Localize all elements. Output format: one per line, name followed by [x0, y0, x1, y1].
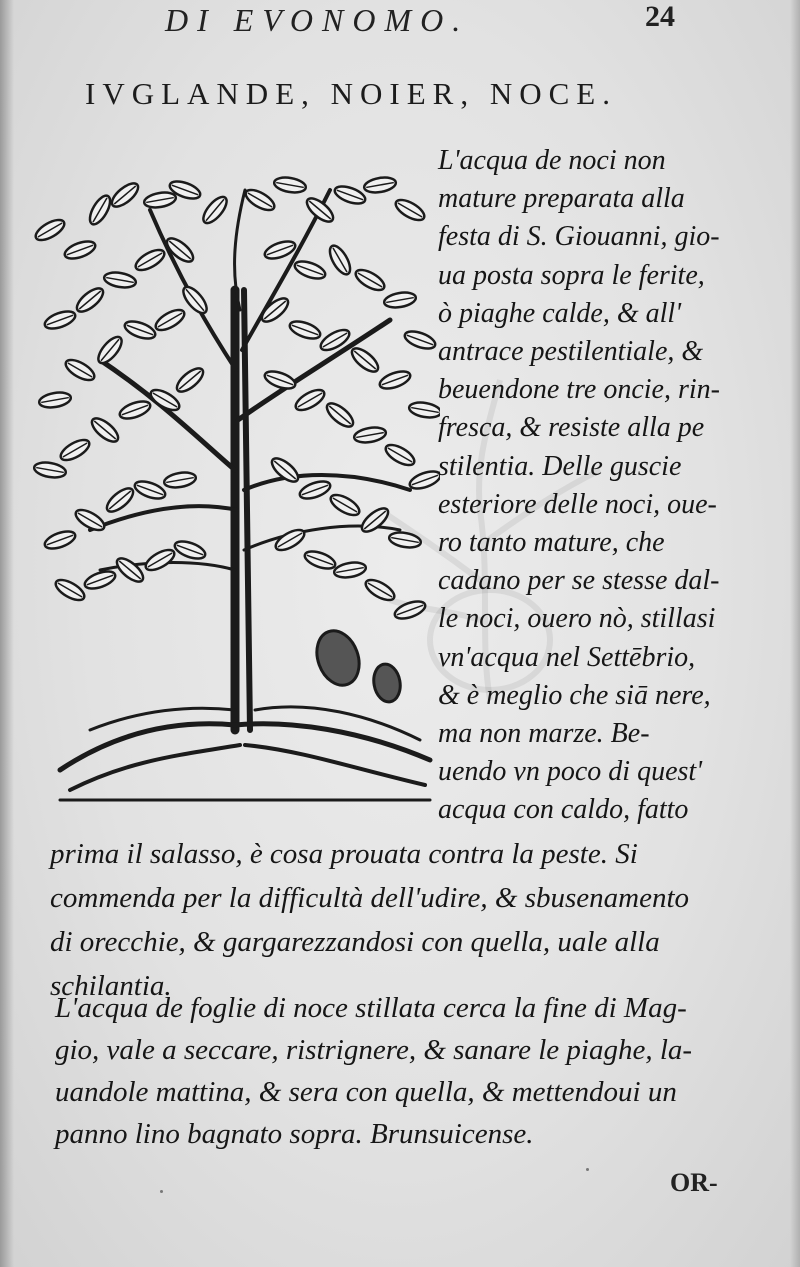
text-line: commenda per la difficultà dell'udire, & sbusenamento — [50, 882, 690, 914]
text-line: mature preparata alla — [438, 183, 685, 215]
running-head: DI EVONOMO. — [165, 2, 470, 38]
text-line: panno lino bagnato sopra. Brunsuicense. — [55, 1118, 534, 1150]
catchword: OR- — [670, 1168, 718, 1197]
page-edge-right — [790, 0, 800, 1267]
paper-speck — [586, 1168, 589, 1171]
chapter-title: IVGLANDE, NOIER, NOCE. — [85, 76, 617, 111]
text-line: beuendone tre oncie, rin- — [438, 374, 720, 406]
text-line: cadano per se stesse dal- — [438, 565, 720, 597]
text-line: schilantia. — [50, 970, 172, 1002]
text-line: di orecchie, & gargarezzandosi con quella, uale alla — [50, 926, 660, 958]
page-number: 24 — [645, 0, 675, 33]
text-line: vn'acqua nel Settēbrio, — [438, 641, 696, 673]
text-line: acqua con caldo, fatto — [438, 794, 689, 826]
text-line: festa di S. Giouanni, gio- — [438, 221, 720, 253]
text-line: le noci, ouero nò, stillasi — [438, 603, 716, 635]
text-line: ua posta sopra le ferite, — [438, 259, 705, 291]
text-line: prima il salasso, è cosa prouata contra la peste. Si — [50, 838, 638, 870]
paper-speck — [160, 1190, 163, 1193]
walnut-tree-woodcut — [30, 170, 440, 810]
page-edge-left — [0, 0, 14, 1267]
text-line: uandole mattina, & sera con quella, & mettendoui un — [55, 1076, 677, 1108]
text-line: L'acqua de foglie di noce stillata cerca la fine di Mag- — [55, 992, 687, 1024]
text-line: ò piaghe calde, & all' — [438, 297, 682, 329]
text-line: L'acqua de noci non — [438, 145, 666, 176]
text-line: fresca, & resiste alla pe — [438, 412, 705, 444]
text-line: gio, vale a seccare, ristrignere, & sanare le piaghe, la- — [55, 1034, 693, 1066]
text-line: stilentia. Delle guscie — [438, 450, 682, 482]
text-line: antrace pestilentiale, & — [438, 336, 704, 367]
text-line: ro tanto mature, che — [438, 527, 665, 558]
text-line: uendo vn poco di quest' — [438, 756, 703, 788]
text-line: & è meglio che siā nere, — [438, 679, 711, 711]
text-line: esteriore delle noci, oue- — [438, 488, 717, 520]
text-line: ma non marze. Be- — [438, 718, 650, 749]
